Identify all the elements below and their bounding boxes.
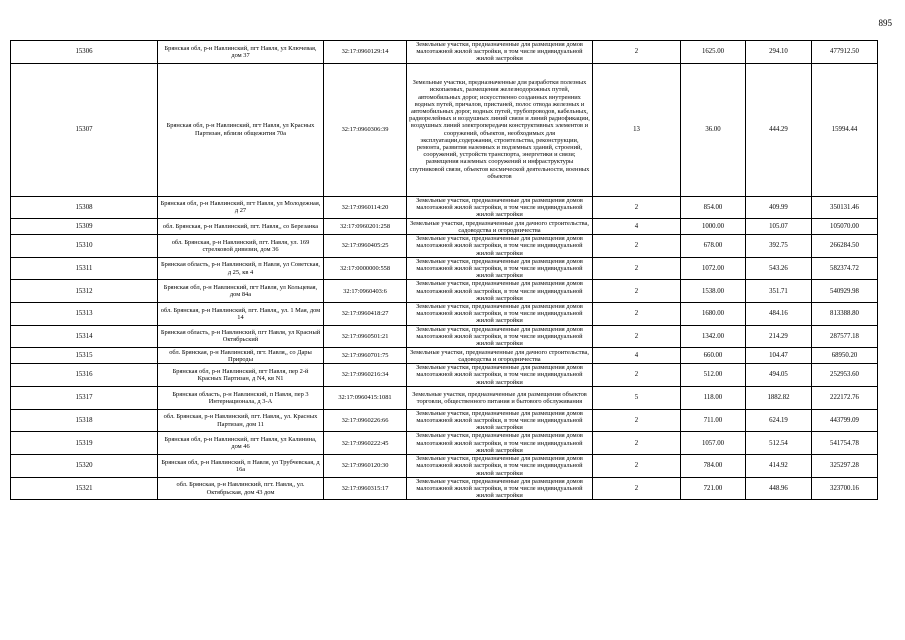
row-area: 512.00	[681, 364, 746, 387]
row-cadastral-value: 350131.46	[812, 196, 878, 219]
row-cadastral-value: 325297.28	[812, 455, 878, 478]
table-body	[11, 41, 878, 500]
row-specific-value: 512.54	[746, 432, 812, 455]
row-group: 2	[593, 280, 681, 303]
row-id: 15320	[11, 455, 158, 478]
row-cadastral-number: 32:17:0960501:21	[324, 325, 407, 348]
row-address: Брянская область, р-н Навлинский, п Навля, ул Советская, д 25, кв 4	[158, 257, 324, 280]
table-row	[11, 63, 878, 196]
row-address: Брянская обл, р-н Навлинский, п Навля, ул Трубчевская, д 16а	[158, 455, 324, 478]
table-row	[11, 348, 878, 364]
table-row	[11, 325, 878, 348]
row-address: обл. Брянская, р-н Навлинский, пгт. Навля,, ул. 1 Мая, дом 14	[158, 303, 324, 326]
row-area: 678.00	[681, 235, 746, 258]
table-row	[11, 219, 878, 235]
row-id: 15316	[11, 364, 158, 387]
row-land-purpose: Земельные участки, предназначенные для дачного строительства, садоводства и огородничества	[407, 219, 593, 235]
row-area: 1538.00	[681, 280, 746, 303]
row-cadastral-value: 15994.44	[812, 63, 878, 196]
row-cadastral-value: 105070.00	[812, 219, 878, 235]
row-specific-value: 105.07	[746, 219, 812, 235]
table-row	[11, 455, 878, 478]
row-id: 15307	[11, 63, 158, 196]
cadastral-value-table	[10, 40, 878, 500]
row-id: 15315	[11, 348, 158, 364]
table-row	[11, 235, 878, 258]
row-address: Брянская обл, р-н Навлинский, пгт Навля, ул Кольцевая, дом 84а	[158, 280, 324, 303]
row-specific-value: 494.05	[746, 364, 812, 387]
row-id: 15321	[11, 477, 158, 500]
row-group: 2	[593, 364, 681, 387]
row-cadastral-number: 32:17:0960701:75	[324, 348, 407, 364]
table-row	[11, 41, 878, 64]
row-address: Брянская обл, р-н Навлинский, пгт Навля, ул Красных Партизан, вблизи общежития 70а	[158, 63, 324, 196]
row-land-purpose: Земельные участки, предназначенные для размещения домов малоэтажной жилой застройки, в том числе индивидуальной жилой застройки	[407, 325, 593, 348]
row-group: 2	[593, 432, 681, 455]
row-cadastral-value: 68950.20	[812, 348, 878, 364]
row-cadastral-value: 222172.76	[812, 386, 878, 409]
row-group: 2	[593, 41, 681, 64]
row-cadastral-number: 32:17:0960129:14	[324, 41, 407, 64]
row-id: 15314	[11, 325, 158, 348]
row-address: обл. Брянская, р-н Навлинский, пгт. Навля, ул. 169 стрелковой дивизии, дом 36	[158, 235, 324, 258]
row-specific-value: 104.47	[746, 348, 812, 364]
row-specific-value: 294.10	[746, 41, 812, 64]
row-id: 15311	[11, 257, 158, 280]
row-id: 15317	[11, 386, 158, 409]
row-address: Брянская область, р-н Навлинский, пгт Навля, ул Красный Октябрьский	[158, 325, 324, 348]
row-group: 2	[593, 257, 681, 280]
row-address: обл. Брянская, р-н Навлинский, пгт. Навля,, ул. Октябрьская, дом 43 дом	[158, 477, 324, 500]
row-group: 4	[593, 219, 681, 235]
row-cadastral-value: 443799.09	[812, 409, 878, 432]
row-cadastral-number: 32:17:0000000:558	[324, 257, 407, 280]
row-land-purpose: Земельные участки, предназначенные для размещения домов малоэтажной жилой застройки, в том числе индивидуальной жилой застройки	[407, 280, 593, 303]
row-cadastral-number: 32:17:0960306:39	[324, 63, 407, 196]
row-cadastral-number: 32:17:0960114:20	[324, 196, 407, 219]
row-area: 36.00	[681, 63, 746, 196]
row-id: 15313	[11, 303, 158, 326]
row-cadastral-number: 32:17:0960222:45	[324, 432, 407, 455]
row-specific-value: 624.19	[746, 409, 812, 432]
row-specific-value: 214.29	[746, 325, 812, 348]
row-specific-value: 448.96	[746, 477, 812, 500]
row-cadastral-number: 32:17:0960415:1081	[324, 386, 407, 409]
table-row	[11, 386, 878, 409]
row-cadastral-value: 540929.98	[812, 280, 878, 303]
table-row	[11, 409, 878, 432]
row-cadastral-number: 32:17:0960315:17	[324, 477, 407, 500]
row-id: 15306	[11, 41, 158, 64]
row-address: Брянская область, р-н Навлинский, п Навля, пер 3 Интернационала, д 3-А	[158, 386, 324, 409]
row-group: 13	[593, 63, 681, 196]
row-cadastral-value: 266284.50	[812, 235, 878, 258]
row-specific-value: 409.99	[746, 196, 812, 219]
row-area: 118.00	[681, 386, 746, 409]
row-area: 711.00	[681, 409, 746, 432]
row-address: Брянская обл, р-н Навлинский, пгт Навля, ул Ключевая, дом 37	[158, 41, 324, 64]
row-area: 1072.00	[681, 257, 746, 280]
row-cadastral-number: 32:17:0960403:6	[324, 280, 407, 303]
row-cadastral-value: 323700.16	[812, 477, 878, 500]
row-group: 2	[593, 235, 681, 258]
row-area: 721.00	[681, 477, 746, 500]
row-group: 5	[593, 386, 681, 409]
row-group: 2	[593, 455, 681, 478]
table-row	[11, 477, 878, 500]
row-area: 1680.00	[681, 303, 746, 326]
row-cadastral-number: 32:17:0960201:258	[324, 219, 407, 235]
row-land-purpose: Земельные участки, предназначенные для размещения домов малоэтажной жилой застройки, в том числе индивидуальной жилой застройки	[407, 257, 593, 280]
row-address: обл. Брянская, р-н Навлинский, пгт. Навля,, со Дары Природы	[158, 348, 324, 364]
row-specific-value: 444.29	[746, 63, 812, 196]
row-land-purpose: Земельные участки, предназначенные для размещения домов малоэтажной жилой застройки, в том числе индивидуальной жилой застройки	[407, 364, 593, 387]
row-land-purpose: Земельные участки, предназначенные для размещения домов малоэтажной жилой застройки, в том числе индивидуальной жилой застройки	[407, 409, 593, 432]
row-cadastral-number: 32:17:0960405:25	[324, 235, 407, 258]
row-specific-value: 1882.82	[746, 386, 812, 409]
row-land-purpose: Земельные участки, предназначенные для размещения домов малоэтажной жилой застройки, в том числе индивидуальной жилой застройки	[407, 235, 593, 258]
row-cadastral-number: 32:17:0960418:27	[324, 303, 407, 326]
row-group: 2	[593, 477, 681, 500]
row-id: 15309	[11, 219, 158, 235]
row-specific-value: 414.92	[746, 455, 812, 478]
table-row	[11, 280, 878, 303]
row-address: Брянская обл, р-н Навлинский, пгт Навля, ул Молодежная, д 27	[158, 196, 324, 219]
page-number: 895	[878, 18, 892, 28]
row-address: обл. Брянская, р-н Навлинский, пгт. Навля,, ул. Красных Партизан, дом 11	[158, 409, 324, 432]
row-land-purpose: Земельные участки, предназначенные для размещения домов малоэтажной жилой застройки, в том числе индивидуальной жилой застройки	[407, 477, 593, 500]
row-specific-value: 543.26	[746, 257, 812, 280]
row-specific-value: 484.16	[746, 303, 812, 326]
row-group: 2	[593, 196, 681, 219]
row-area: 1057.00	[681, 432, 746, 455]
row-specific-value: 351.71	[746, 280, 812, 303]
row-area: 1342.00	[681, 325, 746, 348]
row-cadastral-value: 252953.60	[812, 364, 878, 387]
row-land-purpose: Земельные участки, предназначенные для размещения домов малоэтажной жилой застройки, в том числе индивидуальной жилой застройки	[407, 41, 593, 64]
row-address: обл. Брянская, р-н Навлинский, пгт. Навля,, со Березанка	[158, 219, 324, 235]
table-row	[11, 364, 878, 387]
row-id: 15318	[11, 409, 158, 432]
row-land-purpose: Земельные участки, предназначенные для размещения домов малоэтажной жилой застройки, в том числе индивидуальной жилой застройки	[407, 196, 593, 219]
row-cadastral-number: 32:17:0960216:34	[324, 364, 407, 387]
row-id: 15312	[11, 280, 158, 303]
row-group: 2	[593, 325, 681, 348]
row-area: 660.00	[681, 348, 746, 364]
row-cadastral-number: 32:17:0960120:30	[324, 455, 407, 478]
row-address: Брянская обл, р-н Навлинский, пгт Навля, ул Калинина, дом 46	[158, 432, 324, 455]
row-land-purpose: Земельные участки, предназначенные для разработки полезных ископаемых, размещения железнодорожных путей, автомобильных дорог, искусственно созданных внутренних водных путей, причалов, пристаней, полос отвода железных и автомобильных дорог, водных путей, трубопроводов, кабельных, радиорелейных и воздушных линий связи и линий радиофикации, воздушных линий электропередачи конструктивных элементов и сооружений, объектов, необходимых для эксплуатации,содержания, строительства, реконструкции, ремонта, развития наземных и подземных зданий, строений, сооружений, устройств транспорта, энергетики и связи; размещения наземных сооружений и инфраструктуры спутниковой связи, объектов космической деятельности, военных объектов	[407, 63, 593, 196]
row-id: 15308	[11, 196, 158, 219]
row-address: Брянская обл, р-н Навлинский, пгт Навля, пер 2-й Красных Партизан, д N4, кв N1	[158, 364, 324, 387]
row-area: 784.00	[681, 455, 746, 478]
row-cadastral-value: 477912.50	[812, 41, 878, 64]
row-id: 15319	[11, 432, 158, 455]
table-row	[11, 303, 878, 326]
row-group: 2	[593, 303, 681, 326]
row-land-purpose: Земельные участки, предназначенные для дачного строительства, садоводства и огородничества	[407, 348, 593, 364]
row-cadastral-number: 32:17:0960226:66	[324, 409, 407, 432]
row-specific-value: 392.75	[746, 235, 812, 258]
table-row	[11, 257, 878, 280]
row-cadastral-value: 287577.18	[812, 325, 878, 348]
row-land-purpose: Земельные участки, предназначенные для размещения объектов торговли, общественного питания и бытового обслуживания	[407, 386, 593, 409]
row-land-purpose: Земельные участки, предназначенные для размещения домов малоэтажной жилой застройки, в том числе индивидуальной жилой застройки	[407, 303, 593, 326]
row-area: 1625.00	[681, 41, 746, 64]
row-group: 2	[593, 409, 681, 432]
row-cadastral-value: 813388.80	[812, 303, 878, 326]
row-land-purpose: Земельные участки, предназначенные для размещения домов малоэтажной жилой застройки, в том числе индивидуальной жилой застройки	[407, 432, 593, 455]
row-id: 15310	[11, 235, 158, 258]
table-row	[11, 432, 878, 455]
row-cadastral-value: 582374.72	[812, 257, 878, 280]
table-row	[11, 196, 878, 219]
row-area: 854.00	[681, 196, 746, 219]
row-area: 1000.00	[681, 219, 746, 235]
row-land-purpose: Земельные участки, предназначенные для размещения домов малоэтажной жилой застройки, в том числе индивидуальной жилой застройки	[407, 455, 593, 478]
row-group: 4	[593, 348, 681, 364]
row-cadastral-value: 541754.78	[812, 432, 878, 455]
